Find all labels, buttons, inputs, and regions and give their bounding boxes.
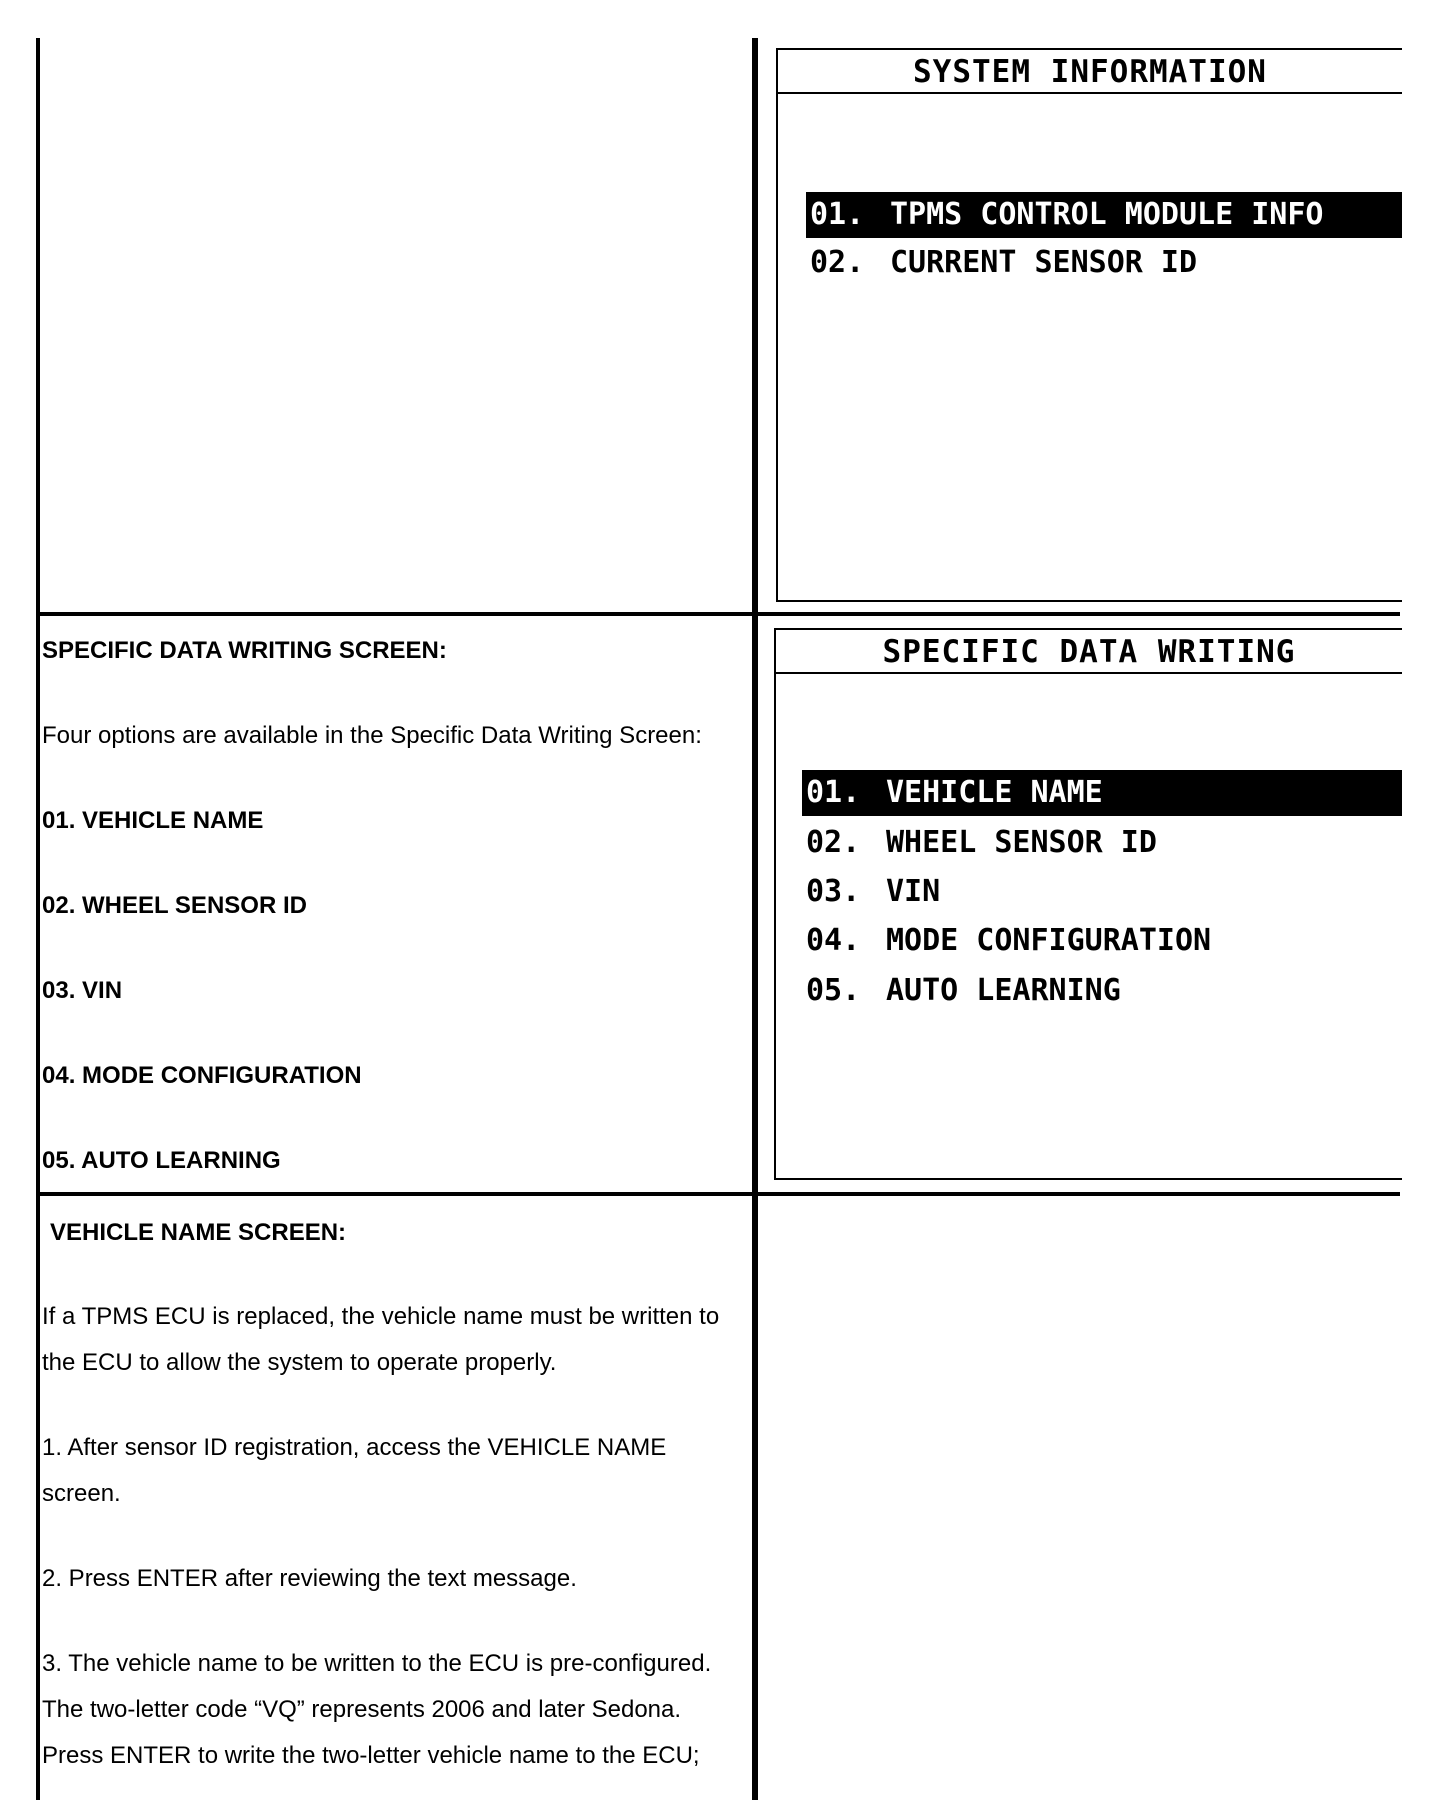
vehicle-name-step2: 2. Press ENTER after reviewing the text message. [42, 1565, 577, 1592]
vehicle-name-step3-line1: 3. The vehicle name to be written to the ECU is pre-configured. [42, 1650, 712, 1677]
vehicle-name-para1-line2: the ECU to allow the system to operate properly. [42, 1349, 557, 1376]
menu-item-mode-configuration[interactable]: 04. MODE CONFIGURATION [806, 923, 1212, 958]
table-center-divider [752, 38, 758, 1800]
vehicle-name-step1-line1: 1. After sensor ID registration, access the VEHICLE NAME [42, 1434, 667, 1461]
vehicle-name-step3-line3: Press ENTER to write the two-letter vehicle name to the ECU; [42, 1742, 700, 1769]
option-vehicle-name: 01. VEHICLE NAME [42, 807, 264, 834]
specific-data-writing-screen [774, 628, 1402, 1180]
menu-item-tpms-control-module-info[interactable]: 01. TPMS CONTROL MODULE INFO [806, 192, 1402, 238]
specific-data-intro: Four options are available in the Specific Data Writing Screen: [42, 722, 702, 749]
vehicle-name-step3-line2: The two-letter code “VQ” represents 2006 and later Sedona. [42, 1696, 682, 1723]
screen-title: SYSTEM INFORMATION [913, 54, 1267, 90]
vehicle-name-para1-line1: If a TPMS ECU is replaced, the vehicle name must be written to [42, 1303, 720, 1330]
option-wheel-sensor-id: 02. WHEEL SENSOR ID [42, 892, 307, 919]
menu-item-vin[interactable]: 03. VIN [806, 874, 941, 909]
menu-item-wheel-sensor-id[interactable]: 02. WHEEL SENSOR ID [806, 825, 1157, 860]
option-auto-learning: 05. AUTO LEARNING [42, 1147, 281, 1174]
table-left-border [36, 38, 40, 1800]
section-heading-vehicle-name: VEHICLE NAME SCREEN: [50, 1219, 347, 1246]
option-vin: 03. VIN [42, 977, 123, 1004]
screen-title-rule [778, 92, 1402, 94]
menu-item-vehicle-name[interactable]: 01. VEHICLE NAME [802, 770, 1402, 816]
table-row-divider-2 [36, 1192, 1400, 1196]
screen-title: SPECIFIC DATA WRITING [882, 634, 1296, 670]
menu-item-current-sensor-id[interactable]: 02. CURRENT SENSOR ID [810, 245, 1198, 280]
option-mode-configuration: 04. MODE CONFIGURATION [42, 1062, 362, 1089]
table-row-divider-1 [36, 612, 1400, 616]
vehicle-name-step1-line2: screen. [42, 1480, 121, 1507]
system-information-screen [776, 48, 1402, 602]
section-heading-specific-data: SPECIFIC DATA WRITING SCREEN: [42, 637, 447, 664]
menu-item-auto-learning[interactable]: 05. AUTO LEARNING [806, 973, 1121, 1008]
screen-title-rule [776, 672, 1402, 674]
